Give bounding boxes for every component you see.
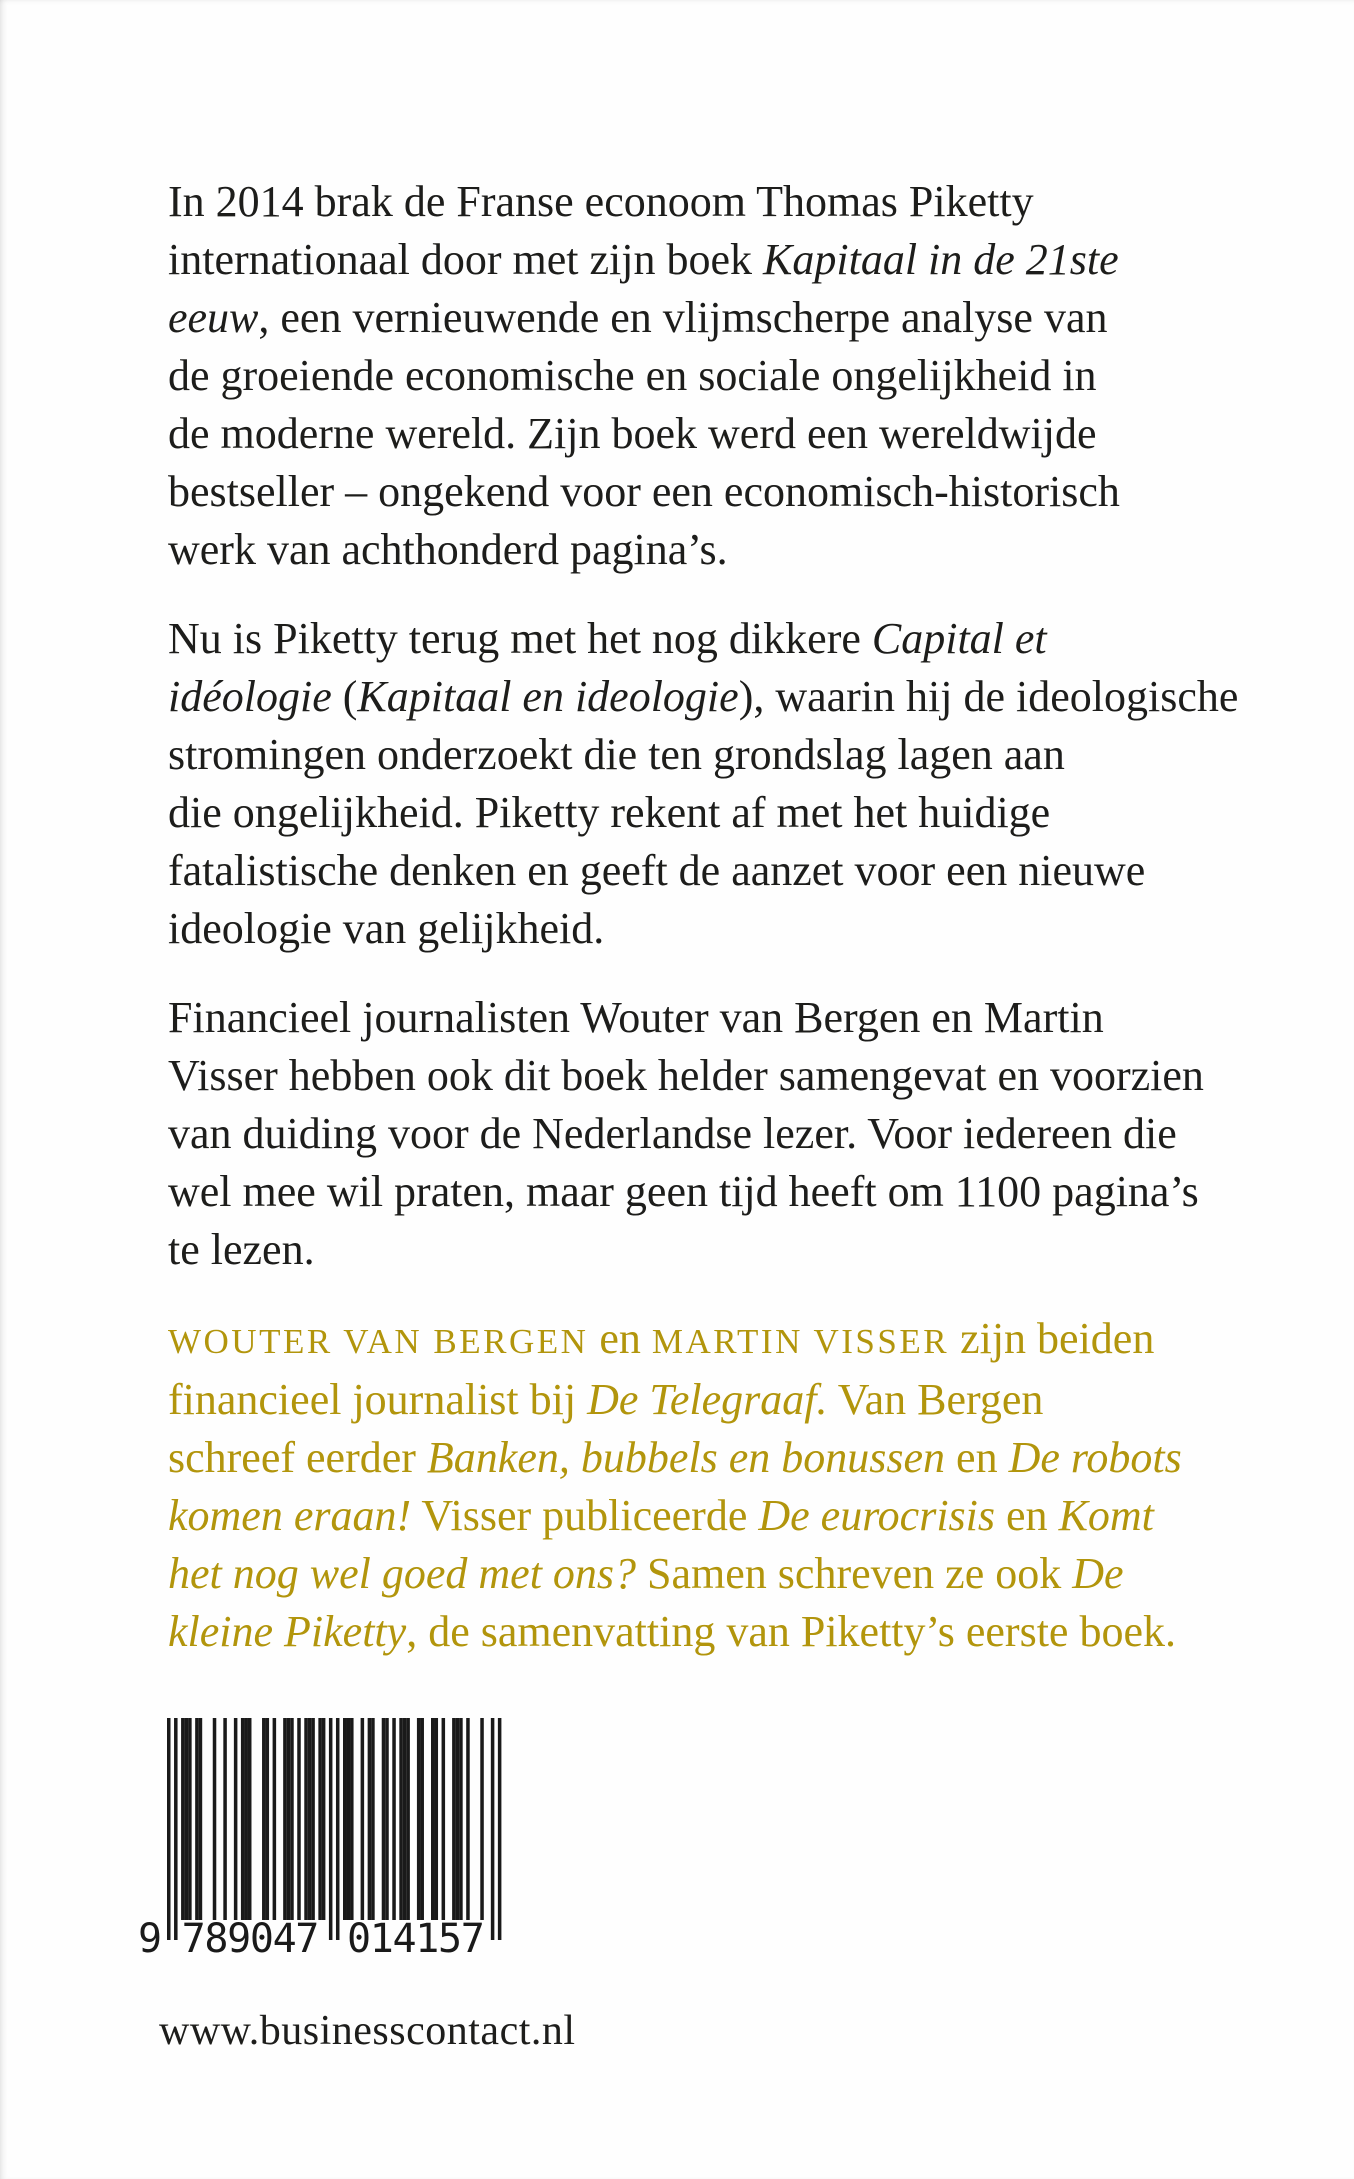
text-line: [168, 405, 1278, 463]
text-segment: Van Bergen: [827, 1375, 1044, 1424]
text-segment: financieel journalist bij: [168, 1375, 588, 1424]
barcode-bar: [417, 1718, 421, 1920]
text-line: [168, 610, 1278, 668]
text-segment: ), waarin hij de ideologische: [738, 672, 1239, 721]
barcode-bar: [347, 1718, 351, 1920]
book-title-italic: komen eraan!: [168, 1491, 412, 1540]
text-segment: en: [945, 1433, 1009, 1482]
barcode-bar: [181, 1718, 185, 1920]
book-title-italic: Banken, bubbels en bonussen: [426, 1433, 946, 1482]
text-line: [168, 231, 1278, 289]
barcode-bar: [311, 1718, 315, 1920]
author-name: WOUTER VAN BERGEN: [168, 1322, 589, 1361]
text-segment: internationaal door met zijn boek: [168, 235, 764, 284]
barcode-bar: [290, 1718, 294, 1920]
author-bio-paragraph: [168, 1310, 1278, 1661]
website-url: www.businesscontact.nl: [159, 2008, 576, 2054]
barcode-bar: [392, 1718, 396, 1920]
book-title-italic: kleine Piketty: [168, 1607, 407, 1656]
barcode-bar: [382, 1718, 386, 1920]
barcode-bar: [361, 1718, 365, 1920]
barcode-bar: [199, 1718, 203, 1920]
barcode: [137, 1718, 517, 1968]
text-line: [168, 784, 1278, 842]
text-line: [168, 842, 1278, 900]
barcode-bar: [213, 1718, 217, 1920]
barcode-bar: [466, 1718, 470, 1920]
barcode-bar: [297, 1718, 301, 1920]
text-line: [168, 900, 1278, 958]
text-segment: te lezen.: [168, 1225, 315, 1274]
text-line: [168, 989, 1278, 1047]
barcode-bar: [241, 1718, 245, 1920]
text-segment: Financieel journalisten Wouter van Bergen en Martin: [168, 993, 1104, 1042]
barcode-bar: [491, 1718, 495, 1940]
book-title-italic: Kapitaal in de 21ste: [763, 235, 1119, 284]
barcode-bar: [456, 1718, 460, 1920]
barcode-bar: [403, 1718, 407, 1920]
barcode-bar: [266, 1718, 270, 1920]
barcode-bar: [244, 1718, 248, 1920]
barcode-bar: [195, 1718, 199, 1920]
barcode-bar: [185, 1718, 189, 1920]
barcode-bar: [343, 1718, 347, 1920]
text-segment: , de samenvatting van Piketty’s eerste boek.: [406, 1607, 1176, 1656]
text-segment: van duiding voor de Nederlandse lezer. Voor iedereen die: [168, 1109, 1177, 1158]
book-title-italic: het nog wel goed met ons?: [168, 1549, 637, 1598]
barcode-bar: [336, 1718, 340, 1940]
barcode-bar: [318, 1718, 322, 1920]
text-line: [168, 1105, 1278, 1163]
text-line: [168, 347, 1278, 405]
text-line: [168, 1545, 1278, 1603]
barcode-bar: [329, 1718, 333, 1940]
isbn-digit-first: 9: [138, 1916, 163, 1962]
barcode-bar: [435, 1718, 439, 1920]
barcode-bar: [308, 1718, 312, 1920]
text-segment: die ongelijkheid. Piketty rekent af met het huidige: [168, 788, 1051, 837]
text-segment: wel mee wil praten, maar geen tijd heeft om 1100 pagina’s: [168, 1167, 1199, 1216]
text-segment: werk van achthonderd pagina’s.: [168, 525, 728, 574]
text-line: [168, 1429, 1278, 1487]
barcode-bar: [459, 1718, 463, 1920]
text-segment: en: [588, 1314, 652, 1363]
barcode-bar: [304, 1718, 308, 1920]
barcode-bar: [273, 1718, 277, 1920]
barcode-bar: [174, 1718, 178, 1940]
book-title-italic: Capital et: [871, 614, 1047, 663]
barcode-bar: [167, 1718, 171, 1940]
barcode-bar: [452, 1718, 456, 1920]
book-title-italic: idéologie: [168, 672, 332, 721]
text-line: [168, 726, 1278, 784]
barcode-bar: [262, 1718, 266, 1920]
text-line: [168, 1487, 1278, 1545]
barcode-bar: [283, 1718, 287, 1920]
barcode-bar: [480, 1718, 484, 1920]
text-segment: fatalistische denken en geeft de aanzet voor een nieuwe: [168, 846, 1146, 895]
ean13-barcode-svg: [137, 1718, 513, 1968]
text-segment: (: [331, 672, 358, 721]
book-title-italic: eeuw: [168, 293, 259, 342]
author-name: MARTIN VISSER: [651, 1322, 950, 1361]
barcode-bar: [322, 1718, 326, 1920]
text-line: [168, 1603, 1278, 1661]
text-line: [168, 173, 1278, 231]
text-segment: zijn beiden: [949, 1314, 1155, 1363]
book-title-italic: De eurocrisis: [758, 1491, 996, 1540]
text-segment: Samen schreven ze ook: [636, 1549, 1073, 1598]
book-title-italic: Komt: [1058, 1491, 1154, 1540]
text-line: [168, 1371, 1278, 1429]
text-segment: de groeiende economische en sociale ongelijkheid in: [168, 351, 1097, 400]
blurb-text: [168, 173, 1278, 1692]
book-title-italic: De: [1072, 1549, 1124, 1598]
barcode-bar: [223, 1718, 227, 1920]
barcode-bar: [188, 1718, 192, 1920]
text-segment: stromingen onderzoekt die ten grondslag lagen aan: [168, 730, 1065, 779]
barcode-bar: [420, 1718, 424, 1920]
barcode-bar: [350, 1718, 354, 1920]
text-line: [168, 668, 1278, 726]
barcode-bar: [399, 1718, 403, 1920]
barcode-bar: [385, 1718, 389, 1920]
text-line: [168, 1047, 1278, 1105]
blurb-paragraph: [168, 173, 1278, 579]
barcode-bar: [431, 1718, 435, 1920]
barcode-bar: [234, 1718, 238, 1920]
barcode-bar: [406, 1718, 410, 1920]
text-segment: de moderne wereld. Zijn boek werd een wereldwijde: [168, 409, 1097, 458]
barcode-bar: [498, 1718, 502, 1940]
text-line: [168, 1310, 1278, 1371]
isbn-digits-right: 014157: [347, 1916, 485, 1962]
barcode-bar: [248, 1718, 252, 1920]
text-segment: Nu is Piketty terug met het nog dikkere: [168, 614, 872, 663]
text-segment: Visser publiceerde: [411, 1491, 759, 1540]
text-line: [168, 1163, 1278, 1221]
text-segment: en: [995, 1491, 1059, 1540]
blurb-paragraph: [168, 989, 1278, 1279]
text-line: [168, 1221, 1278, 1279]
book-title-italic: Kapitaal en ideologie: [357, 672, 739, 721]
barcode-bar: [371, 1718, 375, 1920]
isbn-digits-left: 789047: [181, 1916, 320, 1962]
text-segment: , een vernieuwende en vlijmscherpe analyse van: [258, 293, 1108, 342]
text-line: [168, 463, 1278, 521]
text-line: [168, 521, 1278, 579]
barcode-bar: [442, 1718, 446, 1920]
barcode-bar: [287, 1718, 291, 1920]
text-segment: bestseller – ongekend voor een economisch-historisch: [168, 467, 1120, 516]
text-segment: schreef eerder: [168, 1433, 427, 1482]
book-title-italic: De Telegraaf.: [587, 1375, 828, 1424]
book-title-italic: De robots: [1008, 1433, 1182, 1482]
text-line: [168, 289, 1278, 347]
blurb-paragraph: [168, 610, 1278, 958]
text-segment: Visser hebben ook dit boek helder samengevat en voorzien: [168, 1051, 1204, 1100]
barcode-bar: [368, 1718, 372, 1920]
text-segment: In 2014 brak de Franse econoom Thomas Piketty: [168, 177, 1034, 226]
text-segment: ideologie van gelijkheid.: [168, 904, 605, 953]
